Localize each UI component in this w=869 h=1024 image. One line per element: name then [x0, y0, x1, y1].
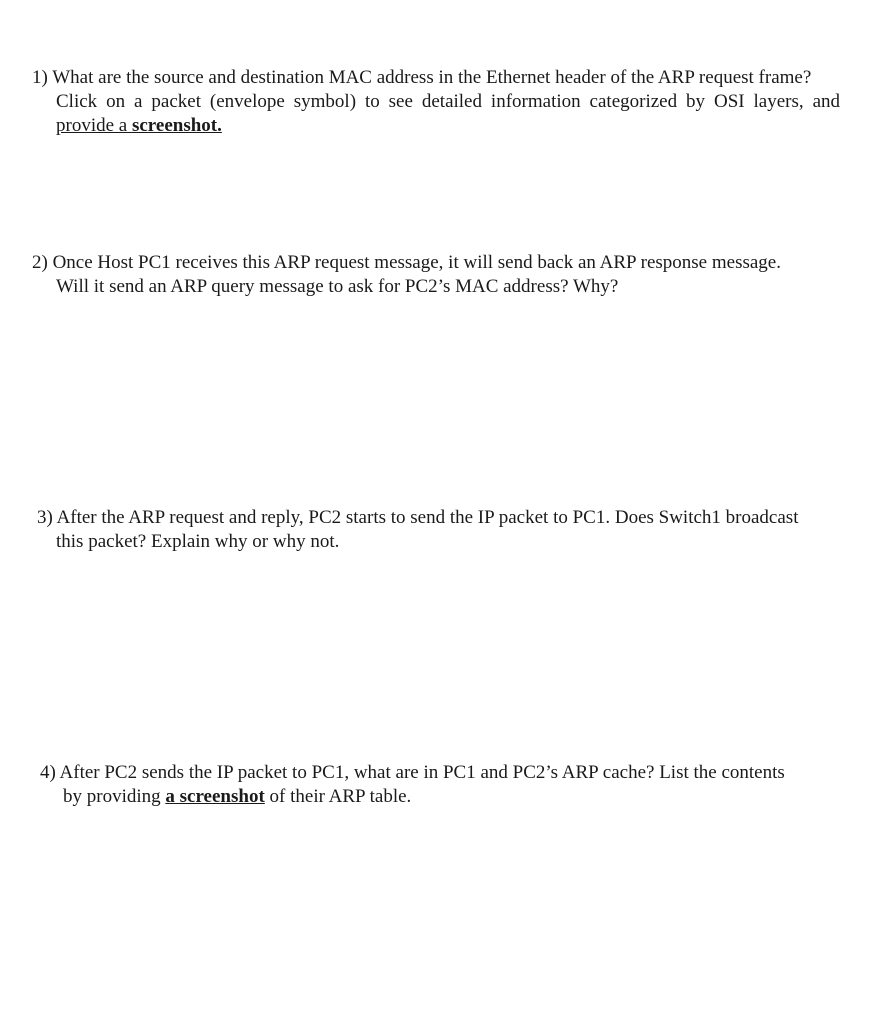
question-3-number: 3)	[37, 507, 53, 528]
question-3-text-line-1: After the ARP request and reply, PC2 starts to send the IP packet to PC1. Does Switch1 broadcast	[56, 507, 799, 528]
question-4-text-line-2	[63, 785, 411, 809]
question-2-number: 2)	[32, 252, 48, 273]
question-2-text-line-1: Once Host PC1 receives this ARP request message, it will send back an ARP response message.	[52, 252, 781, 273]
question-4-arp-table-text: of their ARP table.	[264, 786, 412, 807]
question-2-text-line-2: Will it send an ARP query message to ask for PC2’s MAC address? Why?	[56, 276, 619, 297]
question-1-provide-text: provide a	[56, 115, 132, 136]
question-2-line-1	[32, 251, 842, 275]
question-4-number: 4)	[40, 762, 56, 783]
question-1-line-1	[32, 66, 842, 90]
question-4-line-1	[40, 761, 845, 785]
question-4-providing-text: by providing	[63, 786, 166, 807]
question-4-text-line-1: After PC2 sends the IP packet to PC1, what are in PC1 and PC2’s ARP cache? List the contents	[59, 762, 785, 783]
question-4-screenshot-emphasis: a screenshot	[165, 786, 265, 807]
question-3-text-line-2: this packet? Explain why or why not.	[56, 531, 340, 552]
question-3-line-1	[37, 506, 847, 530]
question-1-text-line-1: What are the source and destination MAC address in the Ethernet header of the ARP request frame?	[52, 67, 812, 88]
question-1-number: 1)	[32, 67, 48, 88]
question-1-text-line-2: Click on a packet (envelope symbol) to see detailed information categorized by OSI layers, and	[56, 91, 840, 112]
question-1-screenshot-emphasis: screenshot.	[131, 115, 222, 136]
question-1-text-line-3	[56, 114, 222, 138]
